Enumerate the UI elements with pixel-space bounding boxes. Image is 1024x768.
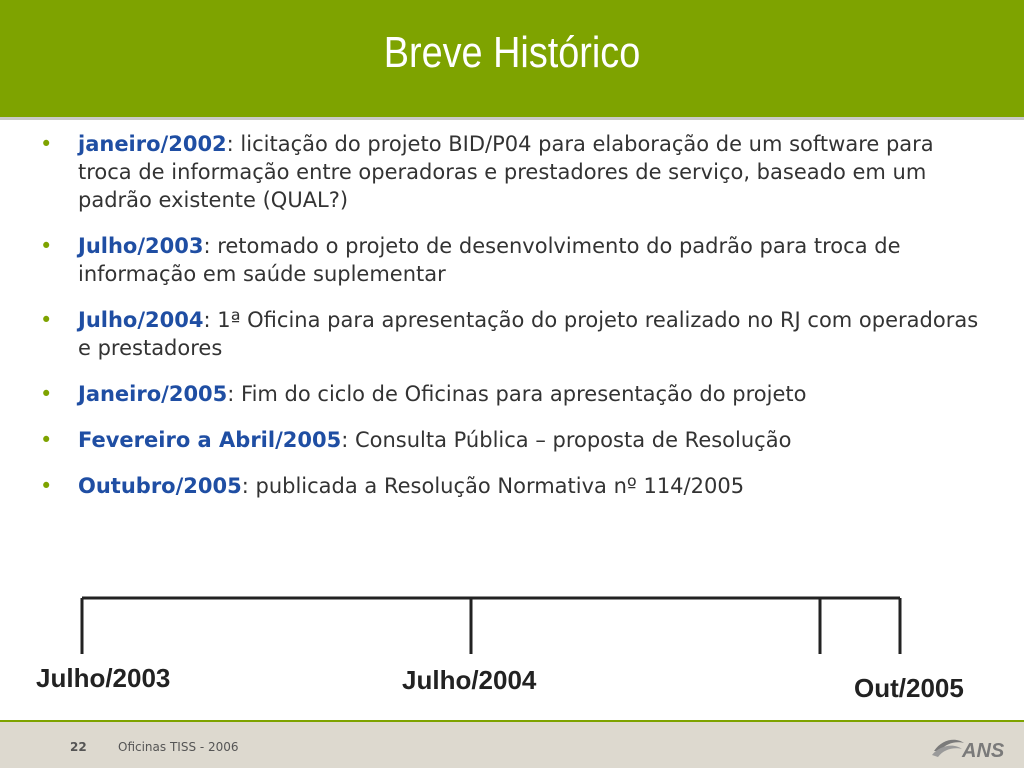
footer-text: Oficinas TISS - 2006 (118, 740, 239, 754)
bullet-date: Fevereiro a Abril/2005 (78, 428, 342, 452)
bullet-date: Outubro/2005 (78, 474, 242, 498)
bullet-dot-icon: • (40, 428, 53, 452)
bullet-item (40, 306, 980, 362)
bullet-dot-icon: • (40, 132, 53, 156)
bullet-text: : Consulta Pública – proposta de Resolução (341, 428, 792, 452)
logo-text: ANS (962, 740, 1005, 762)
ans-logo-icon (928, 731, 1010, 763)
bullet-dot-icon: • (40, 308, 53, 332)
bullet-dot-icon: • (40, 382, 53, 406)
bullet-date: Julho/2003 (78, 234, 204, 258)
timeline-label: Julho/2004 (402, 665, 537, 690)
bullet-item (40, 232, 980, 288)
slide-title: Breve Histórico (383, 28, 641, 77)
page-number: 22 (70, 740, 87, 754)
bullet-date: janeiro/2002 (78, 132, 227, 156)
timeline-label: Julho/2003 (36, 663, 171, 690)
bullet-dot-icon: • (40, 234, 53, 258)
timeline-label: Out/2005 (854, 673, 964, 703)
bullet-text: : licitação do projeto BID/P04 para elaboração de um software para troca de informação entre operadoras e prestadores de serviço, baseado em um padrão existente (QUAL?) (78, 132, 934, 212)
bullet-text: : publicada a Resolução Normativa nº 114/2005 (241, 474, 745, 498)
bullet-date: Julho/2004 (78, 308, 204, 332)
bullet-dot-icon: • (40, 474, 53, 498)
title-divider (0, 117, 1024, 120)
bullet-list (40, 130, 980, 518)
bullet-item (40, 472, 980, 500)
bullet-item (40, 380, 980, 408)
bullet-date: Janeiro/2005 (78, 382, 228, 406)
bullet-text: : retomado o projeto de desenvolvimento do padrão para troca de informação em saúde suplementar (78, 234, 901, 286)
bullet-text: : 1ª Oficina para apresentação do projeto realizado no RJ com operadoras e prestadores (78, 308, 979, 360)
bullet-text: : Fim do ciclo de Oficinas para apresentação do projeto (227, 382, 807, 406)
bullet-item (40, 130, 980, 214)
bullet-item (40, 426, 980, 454)
timeline-end (850, 670, 1010, 710)
